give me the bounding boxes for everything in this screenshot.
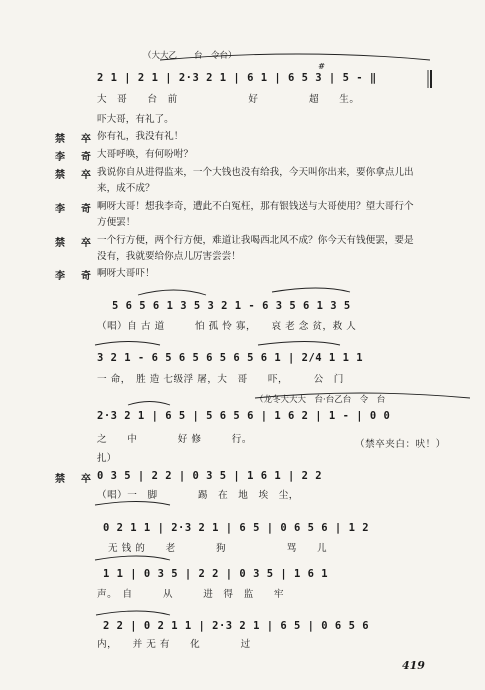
aside-note: （禁卒夹白：吠！） xyxy=(355,439,446,450)
speaker-name: 禁 卒 xyxy=(55,474,94,485)
dialogue-line: 大哥呼唤，有何吩咐？ xyxy=(97,149,193,160)
percussion-cue: （大大乙 台 令台） xyxy=(143,51,237,61)
percussion-cue: （龙冬大大大 台·台乙台 令 台 xyxy=(255,395,386,405)
lyric-line: 之 中 好 修 行。 xyxy=(97,434,252,445)
dialogue-line: 你有礼，我没有礼！ xyxy=(97,131,184,142)
speaker-name: 李 奇 xyxy=(55,271,94,282)
dialogue-line: 来，成不成？ xyxy=(97,183,155,194)
dialogue-line: 我说你自从进得监来，一个大钱也没有给我，今天叫你出来，要你拿点儿出 xyxy=(97,167,414,178)
speaker-name: 李 奇 xyxy=(55,204,94,215)
page-number: 419 xyxy=(402,659,425,672)
percussion-end: 扎） xyxy=(97,453,117,464)
dialogue-line: 一个行方便，两个行方便，难道让我喝西北风不成？你今天有钱便罢，要是 xyxy=(97,235,414,246)
notation-line: 5 6 5 6 1 3 5 3 2 1 - 6 3 5 6 1 3 5 xyxy=(112,300,351,312)
lyric-line: 无 钱 的 老 狗 骂 儿 xyxy=(108,543,328,554)
dialogue-line: 啊呀大哥！想我李奇，遭此不白冤枉，那有银钱送与大哥使用？望大哥行个 xyxy=(97,201,414,212)
lyric-line: 大 哥 台 前 好 超 生。 xyxy=(97,94,360,105)
speaker-name: 李 奇 xyxy=(55,152,94,163)
lyric-line: 声。 自 从 进 得 监 牢 xyxy=(97,589,284,600)
notation-line: 1 1 | 0 3 5 | 2 2 | 0 3 5 | 1 6 1 xyxy=(103,568,329,580)
dialogue-line: 吓大哥，有礼了。 xyxy=(97,114,174,125)
notation-line: 2·3 2 1 | 6 5 | 5 6 5 6 | 1 6 2 | 1 - | 0 0 xyxy=(97,410,391,422)
dialogue-line: 方便罢！ xyxy=(97,217,136,228)
notation-line: 3 2 1 - 6 5 6 5 6 5 6 5 6 1 | 2/4 1 1 1 xyxy=(97,352,364,364)
notation-line: 0 2 1 1 | 2·3 2 1 | 6 5 | 0 6 5 6 | 1 2 xyxy=(103,522,370,534)
speaker-name: 禁 卒 xyxy=(55,134,94,145)
notation-line: 2 2 | 0 2 1 1 | 2·3 2 1 | 6 5 | 0 6 5 6 xyxy=(103,620,370,632)
notation-line: 2 1 | 2 1 | 2·3 2 1 | 6 1 | 6 5 3 | 5 - ‖ xyxy=(97,72,377,84)
lyric-line: （唱）一 脚 踢 在 地 埃 尘， xyxy=(97,490,299,501)
lyric-line: 内， 并 无 有 化 过 xyxy=(97,639,251,650)
notation-line: 0 3 5 | 2 2 | 0 3 5 | 1 6 1 | 2 2 xyxy=(97,470,323,482)
sharp-mark: # xyxy=(318,62,326,72)
speaker-name: 禁 卒 xyxy=(55,170,94,181)
dialogue-line: 啊呀大哥吓！ xyxy=(97,268,155,279)
speaker-name: 禁 卒 xyxy=(55,238,94,249)
lyric-line: （唱）自 古 道 怕 孤 怜 寡， 哀 老 念 贫，救 人 xyxy=(97,321,357,332)
lyric-line: 一 命， 胜 造 七级浮 屠，大 哥 吓， 公 门 xyxy=(97,374,344,385)
dialogue-line: 没有，我就要给你点儿厉害尝尝！ xyxy=(97,251,241,262)
